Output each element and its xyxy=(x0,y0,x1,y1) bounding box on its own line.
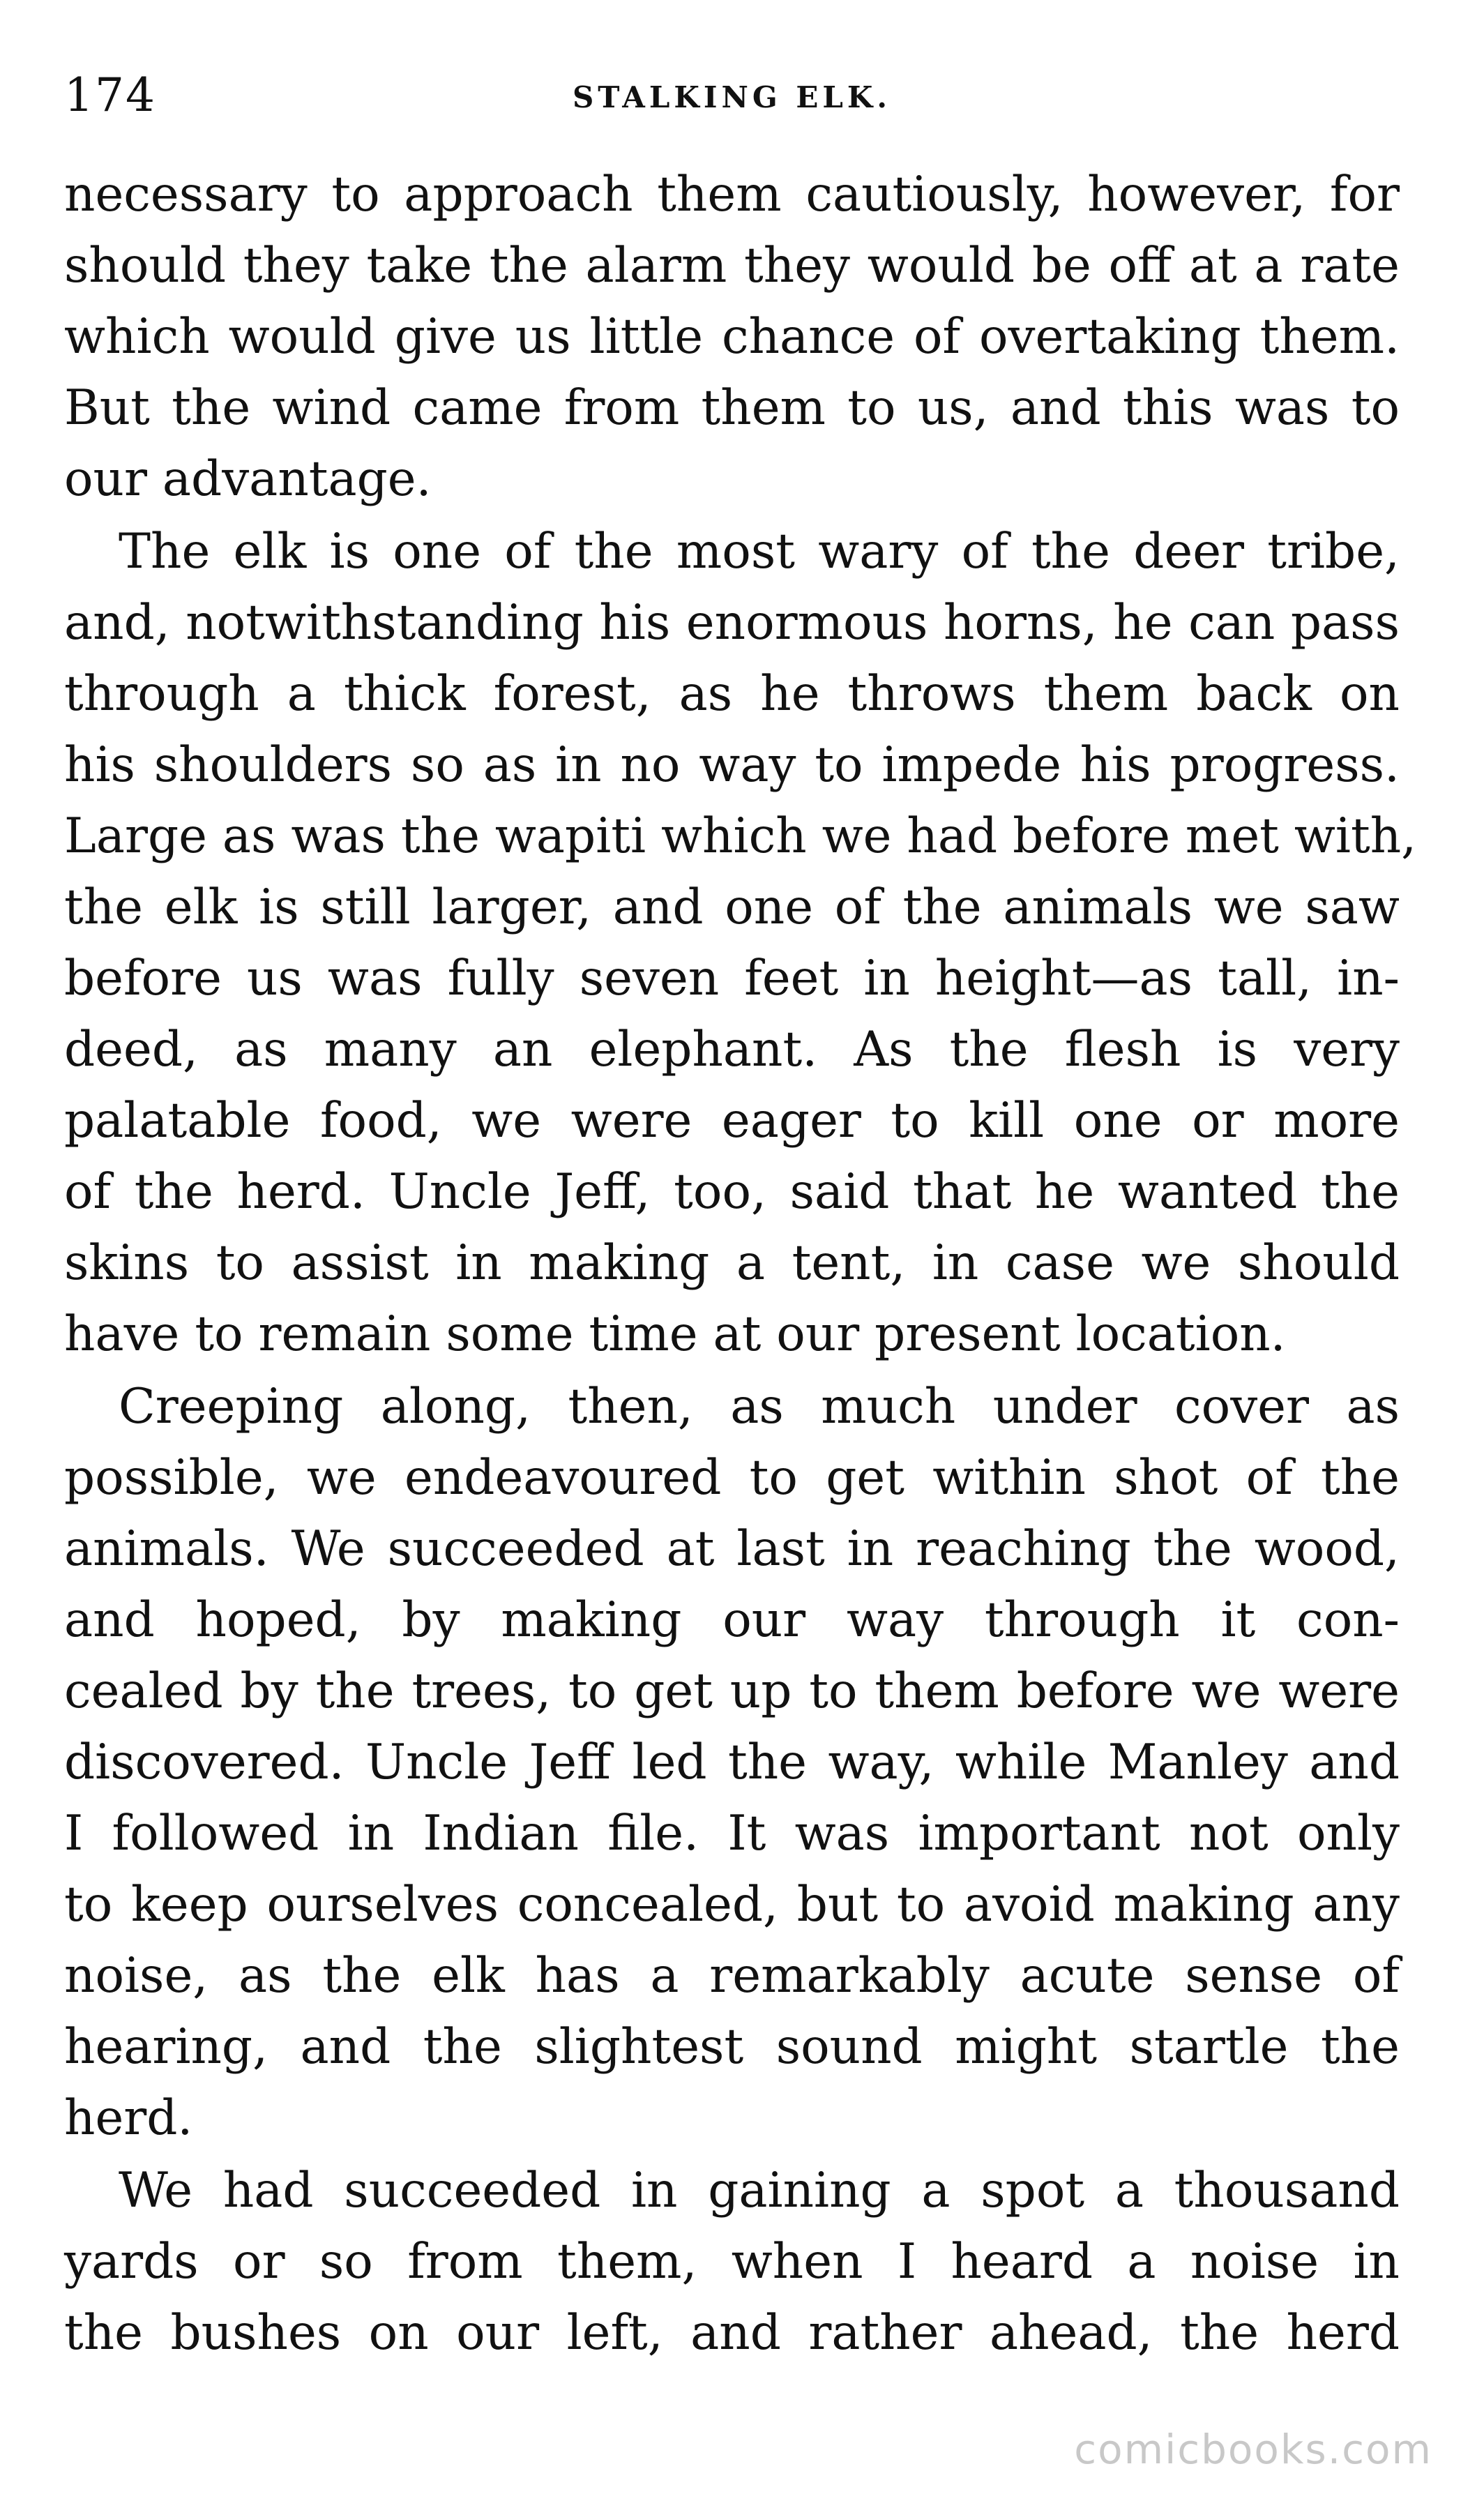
page-number: 174 xyxy=(64,68,156,122)
text-line: cealed by the trees, to get up to them before we were xyxy=(64,1663,1400,1719)
paragraph-4 xyxy=(64,2155,1400,2368)
text-line: our advantage. xyxy=(64,451,432,507)
text-line: Large as was the wapiti which we had before met with, xyxy=(64,808,1417,864)
text-line: before us was fully seven feet in height—as tall, in- xyxy=(64,951,1400,1006)
paragraph-3 xyxy=(64,1371,1400,2154)
page-header xyxy=(64,64,1400,127)
text-line: to keep ourselves concealed, but to avoid making any xyxy=(64,1877,1400,1933)
text-line: We had succeeded in gaining a spot a thousand xyxy=(119,2163,1400,2219)
text-line: possible, we endeavoured to get within shot of the xyxy=(64,1450,1400,1506)
body-text xyxy=(64,159,1417,2370)
text-line: Creeping along, then, as much under cover as xyxy=(119,1379,1400,1435)
text-line: and, notwithstanding his enormous horns, he can pass xyxy=(64,595,1400,651)
text-line: and hoped, by making our way through it con- xyxy=(64,1592,1400,1648)
text-line: I followed in Indian file. It was important not only xyxy=(64,1806,1400,1861)
text-line: yards or so from them, when I heard a noise in xyxy=(64,2234,1400,2290)
text-line: have to remain some time at our present location. xyxy=(64,1306,1286,1362)
text-line: deed, as many an elephant. As the flesh is very xyxy=(64,1022,1400,1078)
text-line: The elk is one of the most wary of the deer tribe, xyxy=(119,524,1400,580)
text-line: should they take the alarm they would be off at a rate xyxy=(64,238,1400,294)
text-line: animals. We succeeded at last in reaching the wood, xyxy=(64,1521,1400,1577)
text-line: palatable food, we were eager to kill one or more xyxy=(64,1093,1400,1149)
text-line: the bushes on our left, and rather ahead, the herd xyxy=(64,2305,1400,2361)
text-line: his shoulders so as in no way to impede his progress. xyxy=(64,737,1400,793)
text-line: the elk is still larger, and one of the animals we saw xyxy=(64,879,1400,935)
text-line: through a thick forest, as he throws them back on xyxy=(64,666,1400,722)
paragraph-2 xyxy=(64,516,1417,1370)
text-line: noise, as the elk has a remarkably acute sense of xyxy=(64,1948,1400,2004)
watermark: comicbooks.com xyxy=(1074,2426,1432,2473)
text-line: discovered. Uncle Jeff led the way, while Manley and xyxy=(64,1735,1400,1790)
text-line: skins to assist in making a tent, in case we should xyxy=(64,1235,1400,1291)
running-head: STALKING ELK. xyxy=(572,80,892,114)
text-line: of the herd. Uncle Jeff, too, said that he wanted the xyxy=(64,1164,1400,1220)
text-line: which would give us little chance of overtaking them. xyxy=(64,309,1400,365)
paragraph-1 xyxy=(64,159,1400,515)
text-line: hearing, and the slightest sound might startle the xyxy=(64,2019,1400,2075)
text-line: But the wind came from them to us, and this was to xyxy=(64,380,1400,436)
text-line: necessary to approach them cautiously, however, for xyxy=(64,167,1400,222)
text-line: herd. xyxy=(64,2090,193,2146)
